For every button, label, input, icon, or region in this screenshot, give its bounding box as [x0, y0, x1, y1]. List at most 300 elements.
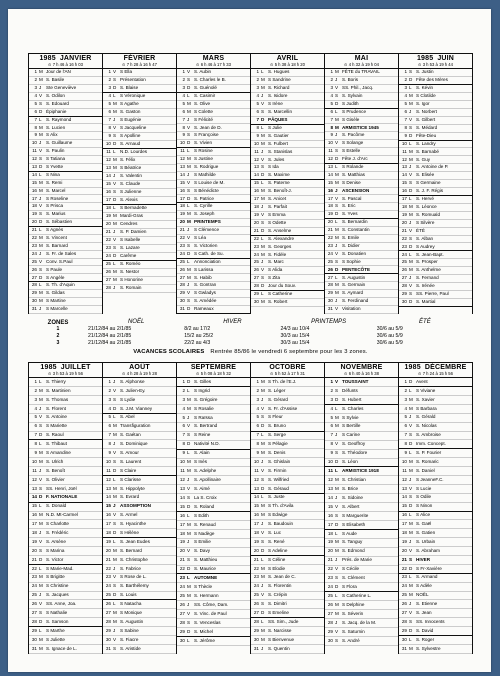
zone-3-label: 3 — [56, 340, 60, 347]
weekday-letter: J — [335, 187, 338, 193]
day-row — [325, 485, 398, 494]
day-number: 30 — [31, 636, 37, 642]
day-row — [399, 618, 472, 627]
sunrise-sunset: ⊙ 5 h 38 à 18 h 20 — [270, 62, 305, 67]
day-row — [325, 211, 398, 219]
month-name — [251, 55, 324, 62]
weekday-letter: L — [187, 512, 190, 518]
day-row — [325, 396, 398, 405]
weekday-letter: V — [113, 449, 117, 455]
day-row — [251, 259, 324, 267]
day-number: 3 — [404, 85, 407, 91]
saint-name: S. Jérôme — [194, 637, 215, 643]
hiver-zone-2: 15/2 au 25/2 — [184, 333, 214, 340]
weekday-letter: S — [39, 547, 43, 553]
day-row — [177, 405, 250, 414]
day-number: 20 — [253, 219, 259, 225]
weekday-letter: S — [261, 108, 265, 114]
weekday-letter: L — [113, 601, 116, 607]
saint-name: S Charlotte — [46, 521, 69, 527]
weekday-letter: M — [335, 227, 339, 233]
weekday-letter: S — [187, 77, 191, 83]
day-row — [251, 85, 324, 93]
day-row — [325, 124, 398, 132]
day-number: 27 — [31, 610, 37, 615]
saint-name: S Clémence — [194, 227, 220, 233]
saint-name: S Pélagie — [268, 441, 288, 447]
day-row — [177, 77, 250, 85]
weekday-letter: D — [261, 485, 265, 491]
day-row — [103, 618, 176, 627]
day-number: 23 — [105, 574, 111, 580]
saint-name: S. Hyacinthe — [120, 521, 147, 527]
saint-name: S. Stanislas — [268, 148, 293, 154]
day-row — [251, 148, 324, 156]
weekday-letter: L — [261, 124, 264, 130]
weekday-letter: S — [113, 245, 117, 251]
day-row — [103, 101, 176, 109]
day-row — [29, 259, 102, 267]
saint-name: S. Léger — [268, 387, 286, 393]
day-number: 8 — [256, 441, 259, 447]
weekday-letter: V — [409, 547, 413, 553]
weekday-letter: M — [39, 69, 43, 75]
day-row — [29, 195, 102, 203]
day-number: 22 — [31, 565, 37, 571]
weekday-letter: V — [113, 181, 117, 187]
day-row — [325, 387, 398, 396]
day-number: 25 — [179, 258, 185, 264]
weekday-letter: J — [335, 242, 338, 248]
day-row — [399, 440, 472, 449]
day-number: 4 — [108, 93, 111, 99]
day-row — [29, 645, 102, 654]
saint-name: SS. Sim., Jude — [268, 618, 299, 624]
weekday-letter: V — [187, 548, 191, 554]
day-row — [325, 251, 398, 259]
saint-name: S Th. de l'E.J. — [268, 378, 297, 384]
day-row — [251, 485, 324, 494]
day-row — [177, 140, 250, 148]
month-header — [103, 54, 176, 69]
weekday-letter: D — [335, 211, 339, 217]
day-row — [29, 512, 102, 521]
saint-name: S Mariette — [46, 423, 67, 429]
day-number: 28 — [179, 619, 185, 625]
day-number: 2 — [404, 387, 407, 393]
day-number: 10 — [253, 458, 259, 464]
day-number: 30 — [401, 636, 407, 642]
weekday-letter: M — [335, 548, 339, 554]
day-row — [29, 188, 102, 196]
saint-name: N.D. Lourdes — [120, 149, 148, 155]
day-number: 13 — [327, 485, 333, 491]
weekday-letter: D — [335, 459, 339, 465]
weekday-letter: D — [335, 266, 339, 272]
day-row — [103, 237, 176, 245]
day-number: 14 — [31, 171, 37, 177]
saint-name: Présentation — [120, 77, 146, 83]
day-number: 26 — [401, 267, 407, 273]
weekday-letter: L — [261, 494, 264, 500]
weekday-letter: V — [39, 601, 43, 607]
weekday-letter: M — [113, 157, 117, 163]
saint-name: S. Thibaut — [46, 441, 67, 447]
day-number: 6 — [404, 108, 407, 114]
sunrise-sunset: ⊙ 3 h 53 à 19 h 44 — [418, 62, 453, 67]
day-number: 19 — [327, 539, 333, 545]
weekday-letter: V — [261, 211, 265, 217]
day-row — [251, 556, 324, 565]
saint-name: S. Tanguy — [342, 539, 363, 545]
month-title: MAI — [354, 55, 369, 62]
day-number: 2 — [34, 77, 37, 83]
saint-name: S. J. F. Régis — [416, 188, 444, 194]
day-number: 8 — [404, 124, 407, 130]
saint-name: S. Christophe — [120, 556, 148, 562]
weekday-letter: M — [409, 396, 413, 402]
weekday-letter: M — [261, 243, 265, 249]
weekday-letter: M — [409, 148, 413, 154]
day-row — [103, 512, 176, 521]
saint-name: Conv. S.Paul — [46, 258, 73, 264]
day-row — [325, 530, 398, 539]
month-header — [325, 54, 398, 69]
day-row — [29, 124, 102, 132]
saint-name: S Emma — [268, 211, 286, 217]
saint-name: S Fleur — [268, 414, 283, 420]
saint-name: S. Bruno — [268, 423, 286, 429]
day-row — [29, 636, 102, 645]
sunrise-sunset: ⊙ 4 h 28 à 19 h 28 — [122, 371, 157, 376]
weekday-letter: V — [187, 124, 191, 130]
weekday-letter: S — [39, 266, 43, 272]
day-number: 2 — [330, 77, 333, 83]
day-row — [103, 556, 176, 565]
day-number: 2 — [108, 387, 111, 393]
day-row — [103, 600, 176, 609]
day-number: 25 — [401, 592, 407, 598]
day-number: 7 — [330, 116, 333, 122]
day-number: 15 — [327, 179, 333, 185]
day-row — [103, 405, 176, 414]
saint-name: S Agnès — [46, 227, 64, 233]
weekday-letter: J — [187, 227, 190, 233]
day-row — [103, 173, 176, 181]
weekday-letter: J — [409, 414, 412, 420]
saint-name: La S. Croix — [194, 494, 217, 500]
day-row — [325, 290, 398, 298]
saint-name: Visitation — [342, 306, 361, 312]
weekday-letter: M — [39, 521, 43, 527]
day-number: 15 — [179, 503, 185, 509]
saint-name: S. Michel — [194, 628, 213, 634]
weekday-letter: S — [409, 124, 413, 130]
saint-name: S. Gilbert — [416, 116, 436, 122]
day-number: 4 — [182, 405, 185, 411]
saint-name: S. Maxime — [268, 172, 290, 178]
day-number: 10 — [401, 458, 407, 464]
day-row — [29, 282, 102, 290]
day-row — [399, 164, 472, 172]
day-number: 8 — [330, 124, 333, 130]
weekday-letter: S — [113, 645, 117, 651]
day-row — [177, 109, 250, 117]
day-number: 19 — [105, 213, 111, 219]
saint-name: S Emilie — [194, 539, 211, 545]
month-name — [29, 364, 102, 371]
weekday-letter: S — [187, 298, 191, 304]
saint-name: S Barbara — [416, 405, 437, 411]
day-number: 5 — [182, 414, 185, 420]
saint-name: S. Donald — [46, 503, 67, 509]
day-row — [325, 156, 398, 164]
weekday-letter: D — [335, 521, 339, 527]
day-number: 5 — [330, 100, 333, 106]
day-number: 25 — [31, 258, 37, 264]
weekday-letter: D — [335, 584, 339, 590]
saint-name: S Louise de M. — [194, 179, 225, 185]
day-row — [325, 637, 398, 646]
day-number: 21 — [105, 229, 111, 235]
day-number: 4 — [34, 93, 37, 99]
weekday-letter: V — [261, 592, 265, 598]
day-number: 25 — [179, 592, 185, 598]
weekday-letter: L — [261, 618, 264, 624]
weekday-letter: M — [113, 101, 117, 107]
weekday-letter: L — [187, 258, 190, 264]
day-number: 10 — [253, 140, 259, 146]
saint-name: S. Matthias — [342, 171, 365, 177]
day-row — [399, 565, 472, 574]
day-number: 24 — [179, 584, 185, 590]
day-number: 26 — [253, 267, 259, 273]
day-list — [29, 69, 102, 314]
saint-name: Fête-Dieu — [416, 132, 437, 138]
day-number: 10 — [327, 459, 333, 465]
day-row — [325, 77, 398, 85]
day-row — [177, 494, 250, 503]
weekday-letter: V — [409, 172, 413, 178]
saint-name: S Céline — [268, 556, 286, 562]
day-number: 23 — [327, 575, 333, 581]
weekday-letter: M — [335, 124, 339, 130]
saint-name: S. Romuald — [416, 211, 441, 217]
day-row — [399, 77, 472, 85]
weekday-letter: M — [335, 290, 339, 296]
day-row — [177, 539, 250, 548]
saint-name: S. Victor — [46, 556, 64, 562]
day-number: 20 — [31, 547, 37, 553]
weekday-letter: M — [409, 592, 413, 598]
day-row — [325, 459, 398, 468]
saint-name: S. Vivien — [194, 140, 213, 146]
weekday-letter: D — [335, 396, 339, 402]
day-row — [29, 156, 102, 164]
day-row — [103, 269, 176, 277]
weekday-letter: J — [39, 592, 42, 598]
saint-name: S. Igor — [416, 101, 430, 107]
saint-name: Jour de l'AN — [46, 69, 71, 75]
saint-name: S. Vinc. de Paul — [194, 610, 227, 616]
weekday-letter: D — [187, 503, 191, 509]
printemps-column — [281, 318, 377, 347]
weekday-letter: J — [261, 458, 264, 464]
hiver-column — [184, 318, 280, 347]
saint-name: S. Th. d'Aquin — [46, 282, 75, 288]
saint-name: S Denise — [342, 179, 361, 185]
day-row — [251, 109, 324, 117]
weekday-letter: M — [335, 539, 339, 545]
month-name — [103, 364, 176, 371]
saint-name: S. Lucien — [46, 124, 66, 130]
day-number: 23 — [401, 574, 407, 580]
day-number: 19 — [105, 538, 111, 544]
weekday-letter: D — [187, 378, 191, 384]
weekday-letter: M — [113, 221, 117, 227]
saint-name: S. Amédée — [194, 298, 217, 304]
calendar-second-semester — [28, 362, 473, 654]
saint-name: S. Alexis — [120, 197, 138, 203]
month-column — [398, 363, 473, 654]
day-number: 16 — [401, 188, 407, 194]
day-row — [325, 566, 398, 575]
sunrise-sunset: ⊙ 7 h 46 à 16 h 03 — [48, 62, 83, 67]
saint-name: S. Alain — [194, 450, 210, 456]
weekday-letter: J — [39, 195, 42, 201]
day-row — [399, 133, 472, 141]
day-number: 22 — [105, 565, 111, 571]
saint-name: S. Davy — [194, 548, 211, 554]
ete-column — [377, 318, 473, 347]
weekday-letter: S — [335, 203, 339, 209]
empty-row — [251, 307, 324, 314]
month-title: MARS — [202, 55, 225, 62]
day-row — [29, 618, 102, 627]
weekday-letter: M — [409, 211, 413, 217]
day-row — [325, 188, 398, 196]
day-row — [177, 610, 250, 619]
day-number: 24 — [327, 250, 333, 256]
day-row — [399, 547, 472, 556]
day-row — [251, 220, 324, 228]
weekday-letter: S — [39, 423, 43, 429]
weekday-letter: M — [409, 521, 413, 527]
day-row — [177, 195, 250, 203]
saint-name: S. Gatien — [416, 529, 436, 535]
weekday-letter: L — [187, 575, 190, 581]
day-row — [251, 378, 324, 387]
month-header — [399, 54, 472, 69]
day-number: 13 — [253, 485, 259, 491]
saint-name: S. Narcisse — [268, 627, 292, 633]
day-row — [177, 414, 250, 423]
day-row — [399, 538, 472, 547]
weekday-letter: V — [113, 69, 117, 75]
month-header — [29, 363, 102, 378]
day-number: 25 — [327, 592, 333, 598]
day-number: 9 — [108, 133, 111, 139]
weekday-letter: J — [39, 306, 42, 312]
day-number: 26 — [327, 266, 333, 272]
day-row — [399, 600, 472, 609]
weekday-letter: V — [261, 405, 265, 411]
weekday-letter: D — [409, 132, 413, 138]
saint-name: S Judith — [342, 100, 359, 106]
day-number: 16 — [31, 512, 37, 518]
weekday-letter: L — [409, 387, 412, 393]
day-number: 1 — [404, 69, 407, 75]
saint-name: S. Antoine de P. — [416, 164, 449, 170]
day-row — [103, 285, 176, 293]
day-row — [251, 458, 324, 467]
saint-name: TOUSSAINT — [342, 378, 369, 384]
weekday-letter: M — [39, 298, 43, 304]
day-row — [325, 298, 398, 306]
day-row — [29, 243, 102, 251]
weekday-letter: M — [39, 583, 43, 589]
saint-name: S. Samson — [46, 618, 69, 624]
day-row — [325, 195, 398, 203]
weekday-letter: M — [113, 165, 117, 171]
day-number: 16 — [401, 512, 407, 518]
day-number: 4 — [330, 405, 333, 411]
day-row — [251, 188, 324, 196]
saint-name: S. Dominique — [120, 441, 148, 447]
day-number: 9 — [182, 132, 185, 138]
day-row — [251, 512, 324, 521]
day-number: 5 — [34, 100, 37, 106]
day-row — [103, 636, 176, 645]
saint-name: S. Florent — [46, 405, 66, 411]
weekday-letter: S — [113, 189, 117, 195]
day-number: 11 — [402, 467, 407, 473]
weekday-letter: S — [261, 219, 265, 225]
weekday-letter: V — [113, 574, 117, 580]
day-row — [251, 467, 324, 476]
noel-zone-2: 21/12/84 au 2/1/85 — [88, 333, 132, 340]
saint-name: S. Vincent — [46, 235, 67, 241]
saint-name: S. Arsène — [46, 538, 66, 544]
saint-name: S Estelle — [342, 148, 361, 154]
day-row — [251, 93, 324, 101]
day-number: 6 — [182, 108, 185, 114]
weekday-letter: J — [39, 467, 42, 473]
day-number: 25 — [253, 592, 259, 598]
day-row — [325, 243, 398, 251]
day-row — [29, 565, 102, 574]
day-row — [29, 378, 102, 387]
weekday-letter: D — [113, 592, 117, 598]
weekday-letter: S — [261, 414, 265, 420]
day-number: 15 — [31, 503, 37, 509]
day-row — [251, 77, 324, 85]
saint-name: S Julienne — [120, 189, 142, 195]
saint-name: S. Frédéric — [46, 529, 69, 535]
weekday-letter: V — [39, 93, 43, 99]
day-row — [29, 387, 102, 396]
weekday-letter: D — [113, 197, 117, 203]
saint-name: S. Marius — [46, 211, 66, 217]
weekday-letter: L — [335, 164, 338, 170]
hiver-zone-3: 22/2 au 4/3 — [184, 340, 211, 347]
day-row — [399, 529, 472, 538]
weekday-letter: M — [187, 584, 191, 590]
saint-name: S. Richard — [268, 85, 290, 91]
saint-name: S. P. Damien — [120, 229, 147, 235]
day-row — [103, 165, 176, 173]
day-row — [325, 259, 398, 267]
